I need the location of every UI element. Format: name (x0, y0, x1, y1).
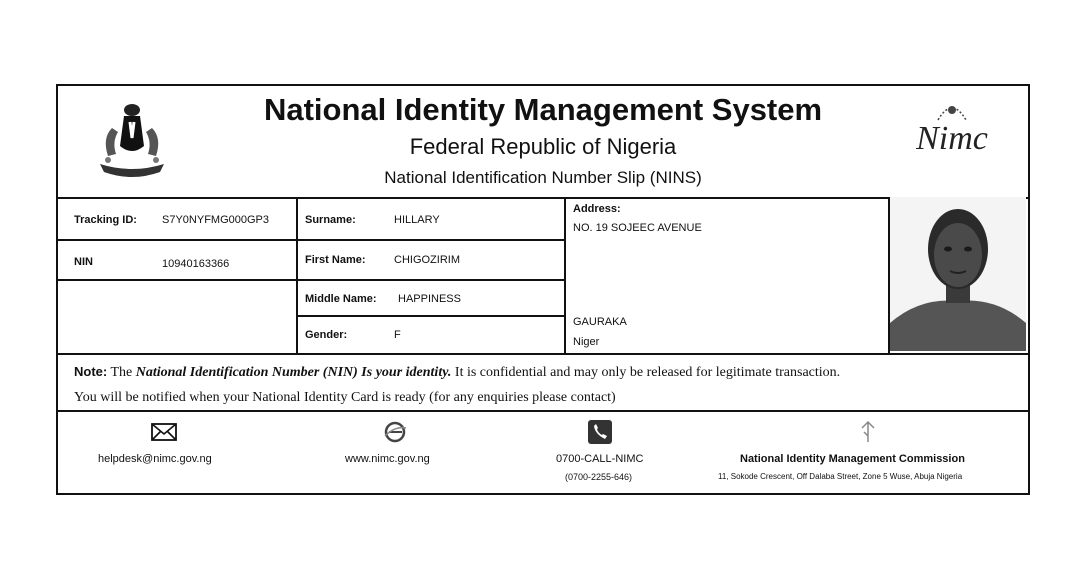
tracking-id-label: Tracking ID: (74, 214, 137, 226)
gender-row (296, 317, 564, 353)
phone-number: (0700-2255-646) (565, 472, 633, 482)
nimc-emblem-icon (854, 418, 882, 446)
blank-cell (58, 281, 296, 353)
commission-contact (718, 410, 1018, 493)
note-line-2: You will be notified when your National Identity Card is ready (for any enquiries please contact) (74, 390, 616, 405)
gender-value: F (394, 329, 401, 341)
note-label: Note: (74, 364, 108, 379)
passport-photo (888, 197, 1028, 353)
nimc-emblem-icon (934, 100, 970, 122)
address-line1: NO. 19 SOJEEC AVENUE (573, 222, 702, 234)
commission-name: National Identity Management Commission (740, 453, 965, 465)
browser-icon (381, 418, 409, 446)
note-section (58, 353, 1028, 412)
middle-name-row (296, 281, 564, 317)
note-emphasis: National Identification Number (NIN) Is your identity. (135, 365, 452, 380)
commission-address: 11, Sokode Crescent, Off Dalaba Street, Zone 5 Wuse, Abuja Nigeria (718, 472, 963, 481)
nin-value: 10940163366 (162, 258, 230, 270)
website-link[interactable]: www.nimc.gov.ng (345, 453, 430, 465)
slip-name: National Identification Number Slip (NINS) (384, 168, 702, 187)
first-name-label: First Name: (305, 254, 366, 266)
surname-label: Surname: (305, 214, 356, 226)
nin-row (58, 241, 296, 281)
slip-header (58, 86, 1028, 199)
gender-label: Gender: (305, 329, 348, 341)
phone-contact (556, 410, 676, 493)
note-post: It is confidential and may only be released for legitimate transaction. (454, 365, 841, 380)
note-line-1 (74, 364, 840, 381)
middle-name-value: HAPPINESS (398, 293, 461, 305)
middle-name-label: Middle Name: (305, 293, 377, 305)
nimc-logo-text: Nimc (916, 120, 988, 157)
first-name-row (296, 241, 564, 281)
country-subtitle: Federal Republic of Nigeria (409, 134, 677, 159)
phone-icon (586, 418, 614, 446)
nins-slip (56, 84, 1030, 495)
portrait-photo (890, 197, 1026, 351)
nin-label: NIN (74, 256, 93, 268)
address-town: GAURAKA (573, 316, 627, 328)
contact-footer (58, 410, 1028, 493)
envelope-icon (150, 418, 178, 446)
address-state: Niger (573, 336, 600, 348)
tracking-id-value: S7Y0NYFMG000GP3 (162, 214, 269, 226)
identity-details (58, 197, 1028, 355)
surname-row (296, 197, 564, 241)
address-label: Address: (573, 203, 621, 215)
first-name-value: CHIGOZIRIM (394, 254, 460, 266)
nimc-logo (902, 100, 1002, 170)
email-link[interactable]: helpdesk@nimc.gov.ng (98, 453, 212, 465)
note-pre: The (110, 365, 133, 380)
tracking-id-row (58, 197, 296, 241)
email-contact (98, 410, 248, 493)
surname-value: HILLARY (394, 214, 440, 226)
website-contact (345, 410, 465, 493)
address-cell (564, 197, 888, 353)
phone-line[interactable]: 0700-CALL-NIMC (556, 453, 644, 465)
system-title: National Identity Management System (263, 92, 823, 127)
